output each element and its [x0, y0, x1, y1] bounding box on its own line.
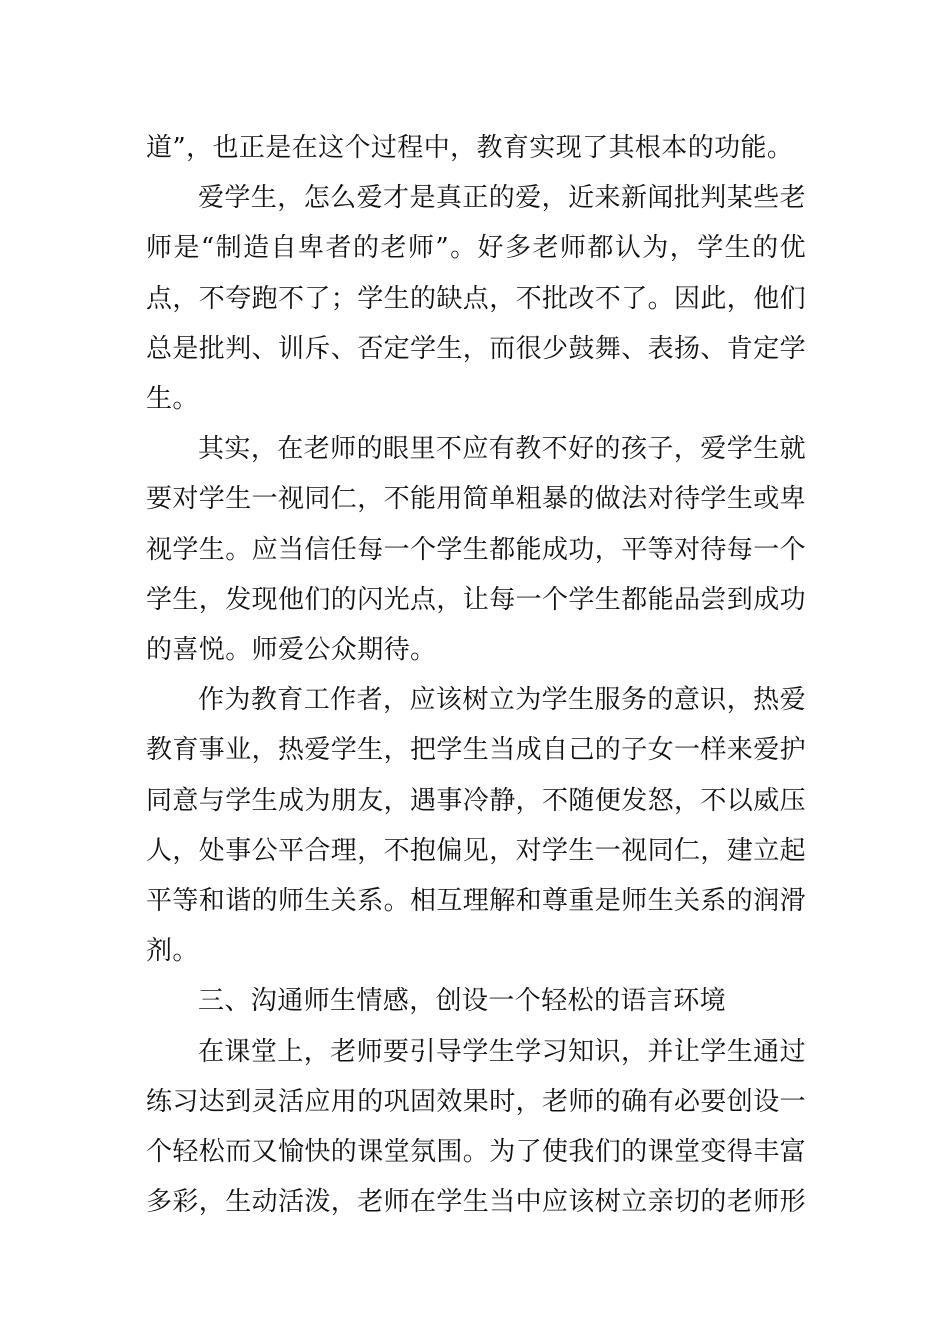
paragraph-continuation: 道”，也正是在这个过程中，教育实现了其根本的功能。 — [146, 133, 794, 163]
paragraph-classroom-atmosphere: 在课堂上，老师要引导学生学习知识，并让学生通过练习达到灵活应用的巩固效果时，老师的确有必要创设一个轻松而又愉快的课堂氛围。为了使我们的课堂变得丰富多彩，生动活泼，老师在学生当中应该树立亲切的老师形 — [146, 1036, 807, 1218]
paragraph-service-awareness: 作为教育工作者，应该树立为学生服务的意识，热爱教育事业，热爱学生，把学生当成自己的子女一样来爱护同意与学生成为朋友，遇事冷静，不随便发怒，不以威压人，处事公平合理，不抱偏见，对学生一视同仁，建立起平等和谐的师生关系。相互理解和尊重是师生关系的润滑剂。 — [146, 685, 807, 967]
paragraph-love-students: 爱学生，怎么爱才是真正的爱，近来新闻批判某些老师是“制造自卑者的老师”。好多老师都认为，学生的优点，不夸跑不了；学生的缺点，不批改不了。因此，他们总是批判、训斥、否定学生，而很少鼓舞、表扬、肯定学生。 — [146, 183, 807, 415]
paragraph-equal-treatment: 其实，在老师的眼里不应有教不好的孩子，爱学生就要对学生一视同仁，不能用简单粗暴的做法对待学生或卑视学生。应当信任每一个学生都能成功，平等对待每一个学生，发现他们的闪光点，让每一个学生都能品尝到成功的喜悦。师爱公众期待。 — [146, 434, 807, 666]
document-body — [146, 123, 806, 1227]
section-heading-communication: 三、沟通师生情感，创设一个轻松的语言环境 — [198, 986, 727, 1017]
